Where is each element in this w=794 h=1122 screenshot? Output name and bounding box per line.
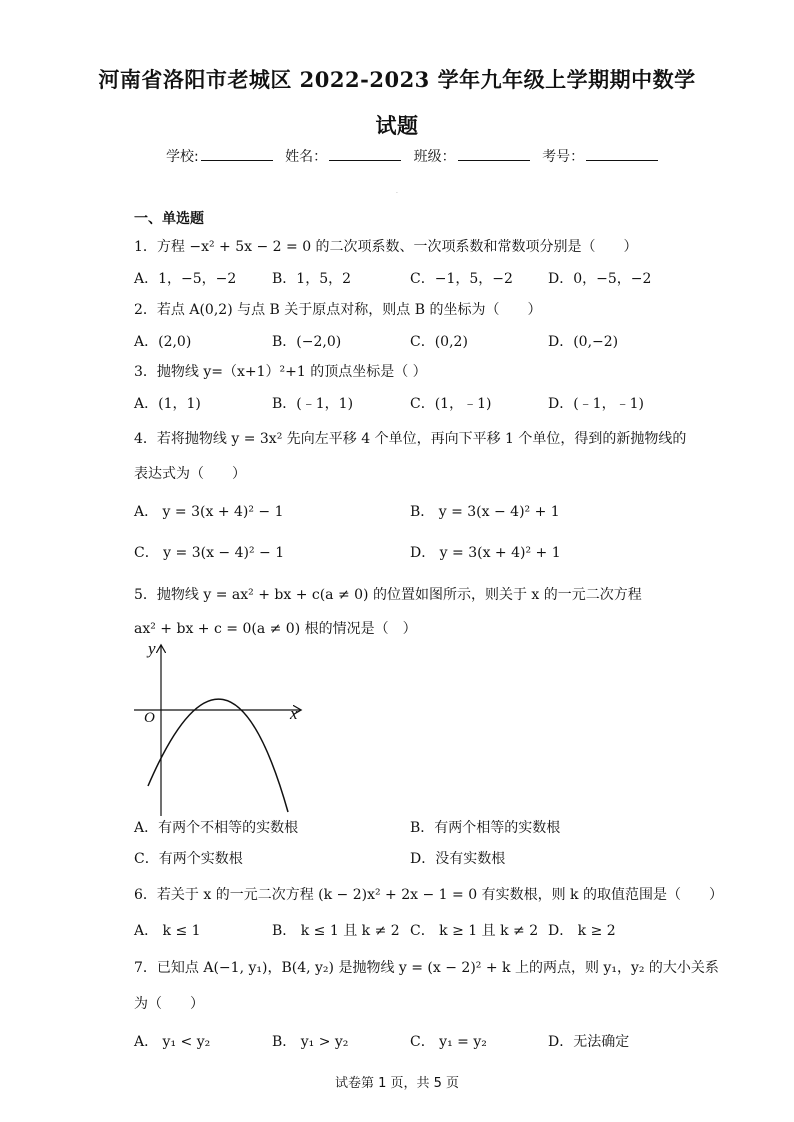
q6-option-b[interactable]: B． k ≤ 1 且 k ≠ 2: [272, 923, 400, 939]
q1-option-c[interactable]: C．−1，5，−2: [410, 271, 513, 287]
parabola-curve: [148, 699, 288, 812]
q2-option-b[interactable]: B．(−2,0): [272, 334, 342, 350]
parabola-graph: [132, 640, 312, 820]
question-5-stem: 5．抛物线 y = ax² + bx + c(a ≠ 0) 的位置如图所示，则关于 x 的一元二次方程: [134, 587, 642, 603]
q7-option-d[interactable]: D．无法确定: [548, 1034, 630, 1050]
q4-option-c[interactable]: C． y = 3(x − 4)² − 1: [134, 545, 285, 561]
q5-option-c[interactable]: C．有两个实数根: [134, 851, 243, 867]
name-label: 姓名：: [285, 149, 328, 165]
q4-option-a[interactable]: A． y = 3(x + 4)² − 1: [134, 504, 284, 520]
q1-option-d[interactable]: D．0，−5，−2: [548, 271, 652, 287]
question-4-stem-continued: 表达式为（ ）: [134, 466, 246, 482]
page-footer: 试卷第 1 页，共 5 页: [334, 1076, 460, 1091]
q1-option-a[interactable]: A．1，−5，−2: [134, 271, 237, 287]
x-axis-label: x: [290, 704, 298, 723]
decorative-dot: ·: [396, 190, 398, 197]
q5-option-b[interactable]: B．有两个相等的实数根: [410, 820, 561, 836]
exam-number-label: 考号：: [542, 149, 585, 165]
q5-option-a[interactable]: A．有两个不相等的实数根: [134, 820, 299, 836]
q7-option-c[interactable]: C． y₁ = y₂: [410, 1034, 487, 1050]
q4-option-b[interactable]: B． y = 3(x − 4)² + 1: [410, 504, 560, 520]
q5-option-d[interactable]: D．没有实数根: [410, 851, 506, 867]
question-5-stem-continued: ax² + bx + c = 0(a ≠ 0) 根的情况是（ ）: [134, 621, 417, 637]
question-7-stem-continued: 为（ ）: [134, 996, 204, 1012]
exam-title: 河南省洛阳市老城区 2022-2023 学年九年级上学期期中数学: [98, 67, 696, 92]
q7-option-b[interactable]: B． y₁ > y₂: [272, 1034, 349, 1050]
question-4-stem: 4．若将抛物线 y = 3x² 先向左平移 4 个单位，再向下平移 1 个单位，得到的新抛物线的: [134, 431, 687, 447]
exam-title-continued: 试题: [375, 113, 419, 138]
question-7-stem: 7．已知点 A(−1, y₁)，B(4, y₂) 是抛物线 y = (x − 2)² + k 上的两点，则 y₁，y₂ 的大小关系: [134, 960, 719, 976]
q2-option-d[interactable]: D．(0,−2): [548, 334, 619, 350]
question-3-stem: 3．抛物线 y=（x+1）²+1 的顶点坐标是（ ）: [134, 364, 427, 380]
q6-option-d[interactable]: D． k ≥ 2: [548, 923, 616, 939]
q3-option-c[interactable]: C．(1，﹣1): [410, 396, 492, 412]
q3-option-a[interactable]: A．(1，1): [134, 396, 201, 412]
exam-number-field[interactable]: [586, 148, 658, 161]
q4-option-d[interactable]: D． y = 3(x + 4)² + 1: [410, 545, 561, 561]
section-title: 一、单选题: [134, 211, 204, 227]
class-label: 班级：: [413, 149, 456, 165]
student-info-row: [166, 146, 666, 166]
question-2-stem: 2．若点 A(0,2) 与点 B 关于原点对称，则点 B 的坐标为（ ）: [134, 302, 542, 318]
q1-option-b[interactable]: B．1，5，2: [272, 271, 352, 287]
q2-option-a[interactable]: A．(2,0): [134, 334, 192, 350]
q7-option-a[interactable]: A． y₁ < y₂: [134, 1034, 211, 1050]
school-field[interactable]: [201, 148, 273, 161]
class-field[interactable]: [458, 148, 530, 161]
q6-option-a[interactable]: A． k ≤ 1: [134, 923, 201, 939]
question-1-stem: 1．方程 −x² + 5x − 2 = 0 的二次项系数、一次项系数和常数项分别是（ ）: [134, 239, 638, 255]
origin-label: O: [144, 710, 155, 726]
q2-option-c[interactable]: C．(0,2): [410, 334, 468, 350]
q3-option-d[interactable]: D．(﹣1，﹣1): [548, 396, 644, 412]
question-6-stem: 6．若关于 x 的一元二次方程 (k − 2)x² + 2x − 1 = 0 有实数根，则 k 的取值范围是（ ）: [134, 887, 723, 903]
school-label: 学校:: [166, 149, 199, 165]
y-axis-label: y: [148, 640, 156, 658]
q3-option-b[interactable]: B．(﹣1，1): [272, 396, 354, 412]
name-field[interactable]: [329, 148, 401, 161]
q6-option-c[interactable]: C． k ≥ 1 且 k ≠ 2: [410, 923, 539, 939]
